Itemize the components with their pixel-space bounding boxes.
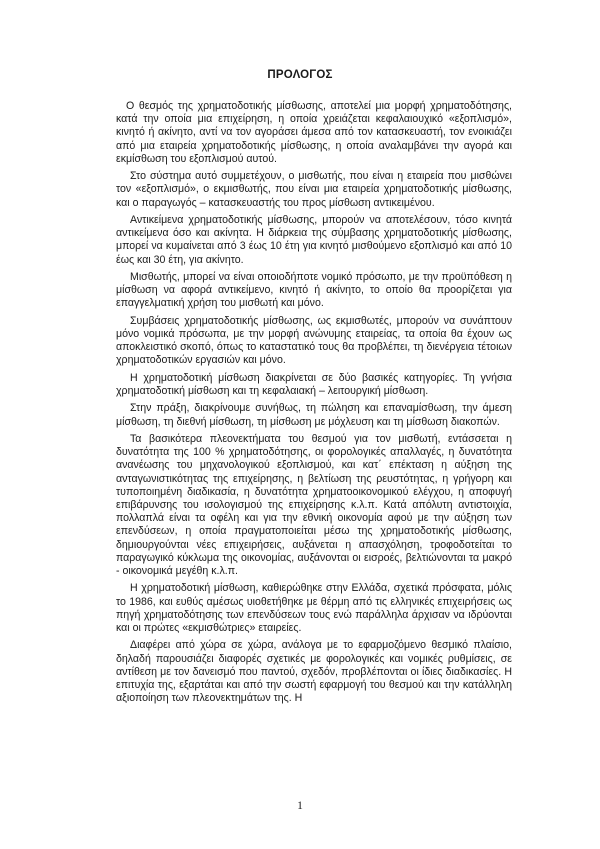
- paragraph-9: Η χρηματοδοτική μίσθωση, καθιερώθηκε στην Ελλάδα, σχετικά πρόσφατα, μόλις το 1986, και ευθύς αμέσως υιοθετήθηκε με θέρμη από τις ελληνικές επιχειρήσεις ως πηγή χρηματοδότησης των επενδύσεων τους ενώ παράλληλα άρχισαν να ιδρύονται και οι πρώτες «εκμισθώτριες» εταιρείες.: [116, 582, 512, 635]
- paragraph-2: Στο σύστημα αυτό συμμετέχουν, ο μισθωτής, που είναι η εταιρεία που μισθώνει τον «εξοπλισμό», ο εκμισθωτής, που είναι μια εταιρεία χρηματοδοτικής μίσθωσης, και ο παραγωγός – κατασκευαστής του προς μίσθωση αντικειμένου.: [116, 170, 512, 209]
- paragraph-8: Τα βασικότερα πλεονεκτήματα του θεσμού για τον μισθωτή, εντάσσεται η δυνατότητα της 100 % χρηματοδότησης, οι φορολογικές απαλλαγές, η δυνατότητα ανανέωσης του μηχανολογικού εξοπλισμού, και κατ΄ επέκταση η αύξηση της ανταγωνιστικότητας της επιχείρησης, η βελτίωση της ρευστότητας, η γρήγορη και τυποποιημένη διαδικασία, η δυνατότητα χρηματοοικονομικού ελέγχου, η αποφυγή επιβάρυνσης του ισολογισμού της επιχείρησης κ.λ.π. Κατά απόλυτη αντιστοιχία, πολλαπλά είναι τα οφέλη και για την εθνική οικονομία αφού με την αύξηση των επενδύσεων, η οποία πραγματοποιείται μέσω της χρηματοδοτικής μίσθωσης, δημιουργούνται νέες επιχειρήσεις, αυξάνεται η απασχόληση, τροφοδοτείται το παραγωγικό κύκλωμα της οικονομίας, αυξάνονται οι εισροές, βελτιώνονται τα μακρό - οικονομικά μεγέθη κ.λ.π.: [116, 432, 512, 578]
- paragraph-10: Διαφέρει από χώρα σε χώρα, ανάλογα με το εφαρμοζόμενο θεσμικό πλαίσιο, δηλαδή παρουσιάζει διαφορές σχετικές με φορολογικές και νομικές ρυθμίσεις, σε αντίθεση με τον δανεισμό που παντού, σχεδόν, προβλέπονται οι ίδιες διαδικασίες. Η επιτυχία της, εξαρτάται και από την σωστή εφαρμογή του θεσμού και την κατάλληλη αξιοποίηση των πλεονεκτημάτων της. Η: [116, 639, 512, 705]
- paragraph-7: Στην πράξη, διακρίνουμε συνήθως, τη πώληση και επαναμίσθωση, την άμεση μίσθωση, τη διεθνή μίσθωση, τη μίσθωση με μόχλευση και τη μίσθωση διακοπών.: [116, 402, 512, 428]
- paragraph-1: Ο θεσμός της χρηματοδοτικής μίσθωσης, αποτελεί μια μορφή χρηματοδότησης, κατά την οποία μια επιχείρηση, η οποία χρειάζεται κεφαλαιουχικό «εξοπλισμό», κινητό ή ακίνητο, αντί να τον αγοράσει άμεσα από τον κατασκευαστή, τον ενοικιάζει από μια εταιρεία χρηματοδοτικής μίσθωσης, η οποία αναλαμβάνει την αγορά και εκμίσθωση του εξοπλισμού αυτού.: [116, 100, 512, 165]
- paragraph-6: Η χρηματοδοτική μίσθωση διακρίνεται σε δύο βασικές κατηγορίες. Τη γνήσια χρηματοδοτική μίσθωση και τη κεφαλαιακή – λειτουργική μίσθωση.: [116, 371, 512, 397]
- paragraph-5: Συμβάσεις χρηματοδοτικής μίσθωσης, ως εκμισθωτές, μπορούν να συνάπτουν μόνο νομικά πρόσωπα, με την μορφή ανώνυμης εταιρείας, τα οποία θα έχουν ως αποκλειστικό σκοπό, όπως το καταστατικό τους θα προβλέπει, τη διενέργεια τέτοιων χρηματοδοτικών εργασιών και μόνο.: [116, 314, 512, 367]
- paragraph-3: Αντικείμενα χρηματοδοτικής μίσθωσης, μπορούν να αποτελέσουν, τόσο κινητά αντικείμενα όσο και ακίνητα. Η διάρκεια της σύμβασης χρηματοδοτικής μίσθωσης, μπορεί να κυμαίνεται από 3 έως 10 έτη για κινητό μισθούμενο εξοπλισμό και από 10 έως και 30 έτη, για ακίνητο.: [116, 214, 512, 266]
- paragraph-4: Μισθωτής, μπορεί να είναι οποιοδήποτε νομικό πρόσωπο, με την προϋπόθεση η μίσθωση να αφορά αντικείμενο, κινητό ή ακίνητο, το οποίο θα προορίζεται για επαγγελματική χρήση του μισθωτή και μόνο.: [116, 271, 512, 310]
- page-number: 1: [297, 800, 303, 812]
- document-body: [116, 100, 512, 710]
- page-title: ΠΡΟΛΟΓΟΣ: [267, 69, 333, 81]
